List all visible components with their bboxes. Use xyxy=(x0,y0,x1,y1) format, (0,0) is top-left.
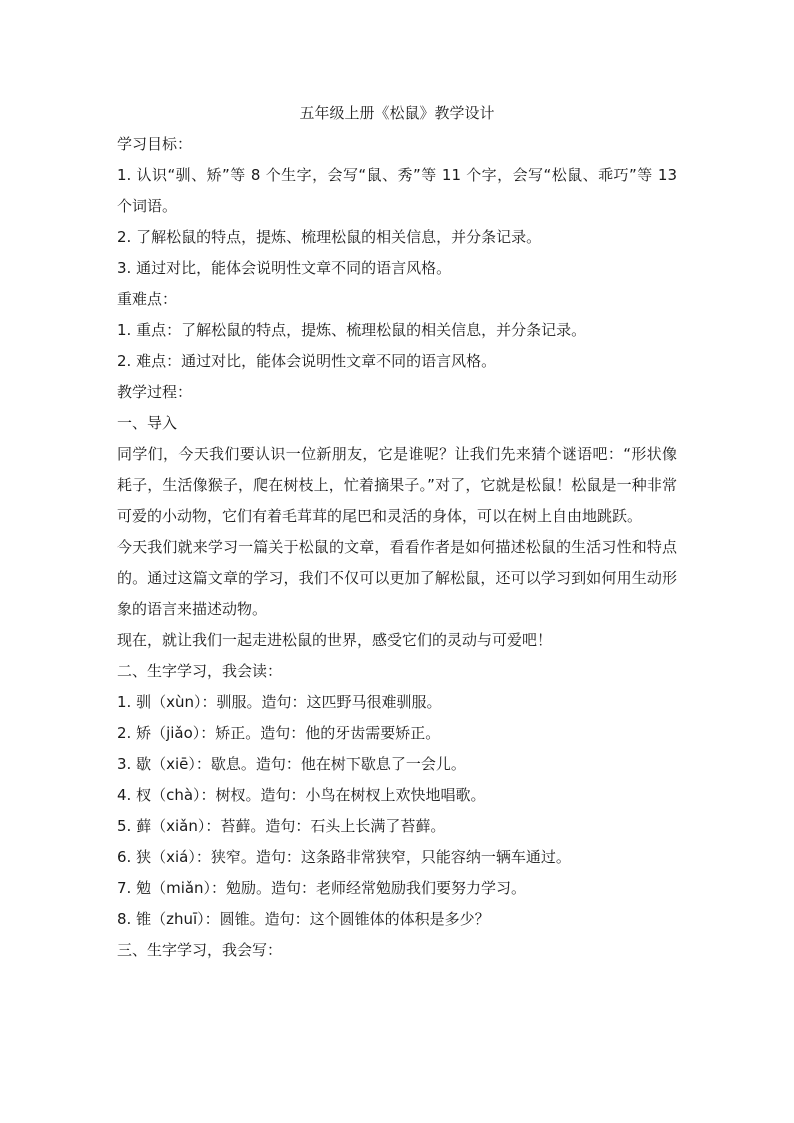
key-point-item-1: 1. 重点：了解松鼠的特点，提炼、梳理松鼠的相关信息，并分条记录。 xyxy=(117,321,587,339)
character-item: 4. 杈（chà）：树杈。造句：小鸟在树杈上欢快地唱歌。 xyxy=(117,786,486,804)
character-item: 6. 狭（xiá）：狭窄。造句：这条路非常狭窄，只能容纳一辆车通过。 xyxy=(117,848,571,866)
character-item: 3. 歇（xiē）：歇息。造句：他在树下歇息了一会儿。 xyxy=(117,755,466,773)
character-item: 5. 藓（xiǎn）：苔藓。造句：石头上长满了苔藓。 xyxy=(117,817,446,835)
section-heading-read: 二、生字学习，我会读： xyxy=(117,662,283,680)
objective-item-3: 3. 通过对比，能体会说明性文章不同的语言风格。 xyxy=(117,259,452,277)
intro-paragraph-3: 现在，就让我们一起走进松鼠的世界，感受它们的灵动与可爱吧！ xyxy=(117,631,553,649)
objective-item-1: 1. 认识“驯、矫”等 8 个生字，会写“鼠、秀”等 11 个字，会写“松鼠、乖巧”等 13 个词语。 xyxy=(117,166,677,215)
intro-paragraph-1: 同学们，今天我们要认识一位新朋友，它是谁呢？让我们先来猜个谜语吧：“形状像耗子，生活像猴子，爬在树枝上，忙着摘果子。”对了，它就是松鼠！松鼠是一种非常可爱的小动物，它们有着毛茸茸的尾巴和灵活的身体，可以在树上自由地跳跃。 xyxy=(117,445,677,525)
character-item: 1. 驯（xùn）：驯服。造句：这匹野马很难驯服。 xyxy=(117,693,442,711)
objective-item-2: 2. 了解松鼠的特点，提炼、梳理松鼠的相关信息，并分条记录。 xyxy=(117,228,542,246)
document-page xyxy=(117,98,677,966)
key-points-heading: 重难点： xyxy=(117,290,178,308)
section-heading-intro: 一、导入 xyxy=(117,414,178,432)
intro-paragraph-2: 今天我们就来学习一篇关于松鼠的文章，看看作者是如何描述松鼠的生活习性和特点的。通过这篇文章的学习，我们不仅可以更加了解松鼠，还可以学习到如何用生动形象的语言来描述动物。 xyxy=(117,538,677,618)
objectives-heading: 学习目标： xyxy=(117,135,193,153)
process-heading: 教学过程： xyxy=(117,383,193,401)
character-item: 7. 勉（miǎn）：勉励。造句：老师经常勉励我们要努力学习。 xyxy=(117,879,527,897)
section-heading-write: 三、生字学习，我会写： xyxy=(117,941,283,959)
document-title: 五年级上册《松鼠》教学设计 xyxy=(299,104,495,122)
character-item: 2. 矫（jiǎo）：矫正。造句：他的牙齿需要矫正。 xyxy=(117,724,441,742)
character-item: 8. 锥（zhuī）：圆锥。造句：这个圆锥体的体积是多少？ xyxy=(117,910,490,928)
key-point-item-2: 2. 难点：通过对比，能体会说明性文章不同的语言风格。 xyxy=(117,352,497,370)
